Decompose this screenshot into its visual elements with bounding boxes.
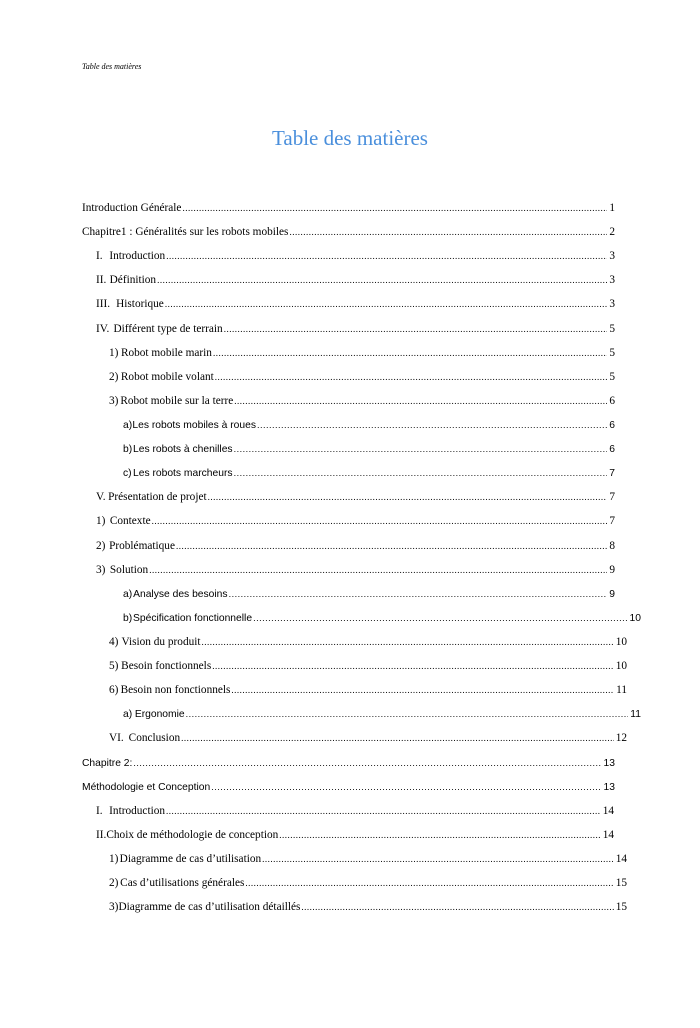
dot-leader — [165, 292, 608, 316]
toc-entry-title: Chapitre 2: — [82, 757, 133, 769]
toc-entry-title: Ergonomie — [134, 709, 185, 721]
toc-entry-number: 1) — [109, 346, 119, 359]
toc-entry-title: Contexte — [109, 515, 151, 528]
toc-entry-title: Diagramme de cas d’utilisation détaillés — [118, 901, 301, 914]
toc-entry-title: Besoin fonctionnels — [121, 660, 212, 673]
toc-entry-page-number: 2 — [609, 226, 615, 239]
toc-entry-page-number: 6 — [609, 394, 615, 407]
toc-entry-page-number: 6 — [609, 419, 615, 431]
dot-leader — [262, 847, 614, 871]
toc-entry-page-number: 7 — [609, 491, 615, 504]
toc-entry-title: Analyse des besoins — [133, 588, 228, 600]
toc-entry-number: c) — [123, 468, 132, 480]
toc-entry-title: Les robots marcheurs — [132, 468, 233, 480]
toc-entry-page-number: 10 — [629, 612, 641, 624]
toc-entry-title: Robot mobile sur la terre — [120, 394, 234, 407]
toc-entry-number: IV. — [96, 322, 110, 335]
table-of-contents — [82, 196, 641, 919]
toc-entry-title: Cas d’utilisations générales — [120, 877, 245, 890]
dot-leader — [301, 895, 613, 919]
toc-entry-page-number: 12 — [615, 732, 627, 745]
toc-entry-number: 4) — [109, 635, 119, 648]
dot-leader — [224, 317, 608, 341]
dot-leader — [289, 220, 607, 244]
toc-entry-title: Vision du produit — [121, 635, 201, 648]
toc-entry[interactable] — [82, 751, 615, 775]
toc-entry-page-number: 5 — [609, 322, 615, 335]
dot-leader — [176, 534, 607, 558]
toc-entry-page-number: 3 — [609, 250, 615, 263]
dot-leader — [182, 196, 607, 220]
toc-entry-page-number: 5 — [609, 370, 615, 383]
toc-entry-number: 2) — [96, 539, 106, 552]
toc-entry[interactable] — [82, 895, 627, 919]
dot-leader — [215, 365, 608, 389]
toc-entry-number: II. — [96, 274, 107, 287]
dot-leader — [186, 702, 629, 726]
dot-leader — [257, 413, 607, 437]
toc-entry[interactable] — [82, 799, 614, 823]
toc-entry-title: Problématique — [109, 539, 175, 552]
toc-entry-page-number: 9 — [609, 588, 615, 600]
toc-entry-page-number: 11 — [630, 709, 641, 721]
toc-entry[interactable] — [82, 582, 615, 606]
dot-leader — [231, 678, 614, 702]
toc-entry-title: Besoin non fonctionnels — [120, 684, 231, 697]
toc-entry-number: 3) — [96, 563, 106, 576]
dot-leader — [166, 244, 607, 268]
toc-entry-title: Méthodologie et Conception — [82, 781, 211, 793]
toc-entry-number: b) — [123, 612, 133, 624]
toc-entry-page-number: 14 — [602, 804, 614, 817]
toc-entry-number: I. — [96, 250, 103, 263]
dot-leader — [234, 437, 608, 461]
toc-entry[interactable] — [82, 847, 627, 871]
toc-entry[interactable] — [82, 268, 615, 292]
dot-leader — [234, 461, 608, 485]
toc-entry[interactable] — [82, 726, 627, 750]
toc-entry-number: 6) — [109, 684, 119, 697]
toc-entry-title: Historique — [116, 298, 164, 311]
toc-entry[interactable] — [82, 823, 614, 847]
dot-leader — [152, 509, 608, 533]
toc-entry-page-number: 11 — [616, 684, 627, 697]
toc-entry[interactable] — [82, 389, 615, 413]
toc-entry-page-number: 3 — [609, 298, 615, 311]
toc-entry-title: Définition — [109, 274, 157, 287]
toc-entry-page-number: 9 — [609, 563, 615, 576]
toc-entry-number: a) — [123, 588, 133, 600]
toc-entry-title: Robot mobile volant — [120, 370, 214, 383]
toc-entry[interactable] — [82, 317, 615, 341]
toc-entry-number: VI. — [109, 732, 124, 745]
dot-leader — [279, 823, 600, 847]
toc-entry-page-number: 14 — [615, 852, 627, 865]
dot-leader — [202, 630, 614, 654]
toc-entry-page-number: 5 — [609, 346, 615, 359]
toc-entry-title: Présentation de projet — [108, 491, 207, 504]
toc-entry[interactable] — [82, 654, 627, 678]
toc-entry-number: II. — [96, 828, 107, 841]
toc-entry-page-number: 7 — [609, 468, 615, 480]
toc-entry-number: 3) — [109, 394, 119, 407]
toc-entry[interactable] — [82, 413, 615, 437]
toc-entry-page-number: 1 — [609, 202, 615, 214]
toc-entry[interactable] — [82, 292, 615, 316]
page-title: Table des matières — [272, 126, 428, 150]
dot-leader — [181, 726, 614, 750]
toc-entry-number: 3) — [109, 901, 119, 914]
toc-entry-page-number: 10 — [615, 660, 627, 673]
dot-leader — [213, 341, 607, 365]
toc-entry-page-number: 8 — [609, 539, 615, 552]
toc-entry[interactable] — [82, 678, 627, 702]
dot-leader — [234, 389, 607, 413]
toc-entry-number: 2) — [109, 877, 119, 890]
toc-entry-number: 1) — [109, 852, 119, 865]
toc-entry-number: 5) — [109, 660, 119, 673]
toc-entry-title: Chapitre1 : Généralités sur les robots mobiles — [82, 226, 289, 239]
toc-entry[interactable] — [82, 509, 615, 533]
toc-entry-page-number: 7 — [609, 515, 615, 528]
toc-entry[interactable] — [82, 775, 615, 799]
toc-entry[interactable] — [82, 485, 615, 509]
toc-entry[interactable] — [82, 365, 615, 389]
toc-entry[interactable] — [82, 196, 615, 220]
toc-entry-number: b) — [123, 444, 133, 456]
dot-leader — [166, 799, 601, 823]
toc-entry-number: V. — [96, 491, 106, 504]
toc-entry-page-number: 15 — [615, 901, 627, 914]
toc-entry[interactable] — [82, 461, 615, 485]
toc-entry-number: a) — [123, 709, 133, 721]
toc-entry-page-number: 10 — [615, 635, 627, 648]
toc-entry-number: 2) — [109, 370, 119, 383]
toc-entry[interactable] — [82, 630, 627, 654]
toc-entry-page-number: 3 — [609, 274, 615, 287]
dot-leader — [211, 775, 601, 799]
toc-entry-number: I. — [96, 804, 103, 817]
dot-leader — [245, 871, 613, 895]
toc-entry-title: Conclusion — [128, 732, 181, 745]
toc-entry-title: Introduction — [109, 804, 166, 817]
toc-entry-page-number: 14 — [602, 828, 614, 841]
toc-entry[interactable] — [82, 437, 615, 461]
toc-entry-title: Diagramme de cas d’utilisation — [119, 852, 262, 865]
dot-leader — [208, 485, 608, 509]
toc-entry-title: Robot mobile marin — [120, 346, 212, 359]
toc-entry-page-number: 13 — [603, 757, 615, 769]
toc-entry-title: Spécification fonctionnelle — [133, 612, 253, 624]
toc-entry-page-number: 15 — [615, 877, 627, 890]
toc-entry[interactable] — [82, 702, 641, 726]
toc-entry[interactable] — [82, 558, 615, 582]
toc-entry-number: 1) — [96, 515, 106, 528]
toc-entry[interactable] — [82, 606, 641, 630]
toc-entry[interactable] — [82, 871, 627, 895]
toc-entry-title: Les robots mobiles à roues — [132, 419, 256, 431]
running-header: Table des matières — [82, 62, 142, 71]
toc-entry-title: Différent type de terrain — [113, 322, 223, 335]
toc-entry-title: Introduction Générale — [82, 202, 182, 214]
toc-entry-number: III. — [96, 298, 111, 311]
dot-leader — [253, 606, 627, 630]
toc-entry[interactable] — [82, 534, 615, 558]
toc-entry-number: a) — [123, 419, 133, 431]
toc-entry-title: Introduction — [109, 250, 166, 263]
toc-entry-title: Solution — [109, 563, 149, 576]
toc-entry[interactable] — [82, 341, 615, 365]
dot-leader — [133, 751, 601, 775]
dot-leader — [229, 582, 608, 606]
toc-entry[interactable] — [82, 220, 615, 244]
toc-entry-title: Choix de méthodologie de conception — [106, 828, 279, 841]
toc-entry-page-number: 6 — [609, 444, 615, 456]
toc-entry-page-number: 13 — [603, 781, 615, 793]
toc-entry-title: Les robots à chenilles — [132, 444, 233, 456]
toc-entry[interactable] — [82, 244, 615, 268]
dot-leader — [157, 268, 607, 292]
dot-leader — [149, 558, 607, 582]
dot-leader — [212, 654, 613, 678]
